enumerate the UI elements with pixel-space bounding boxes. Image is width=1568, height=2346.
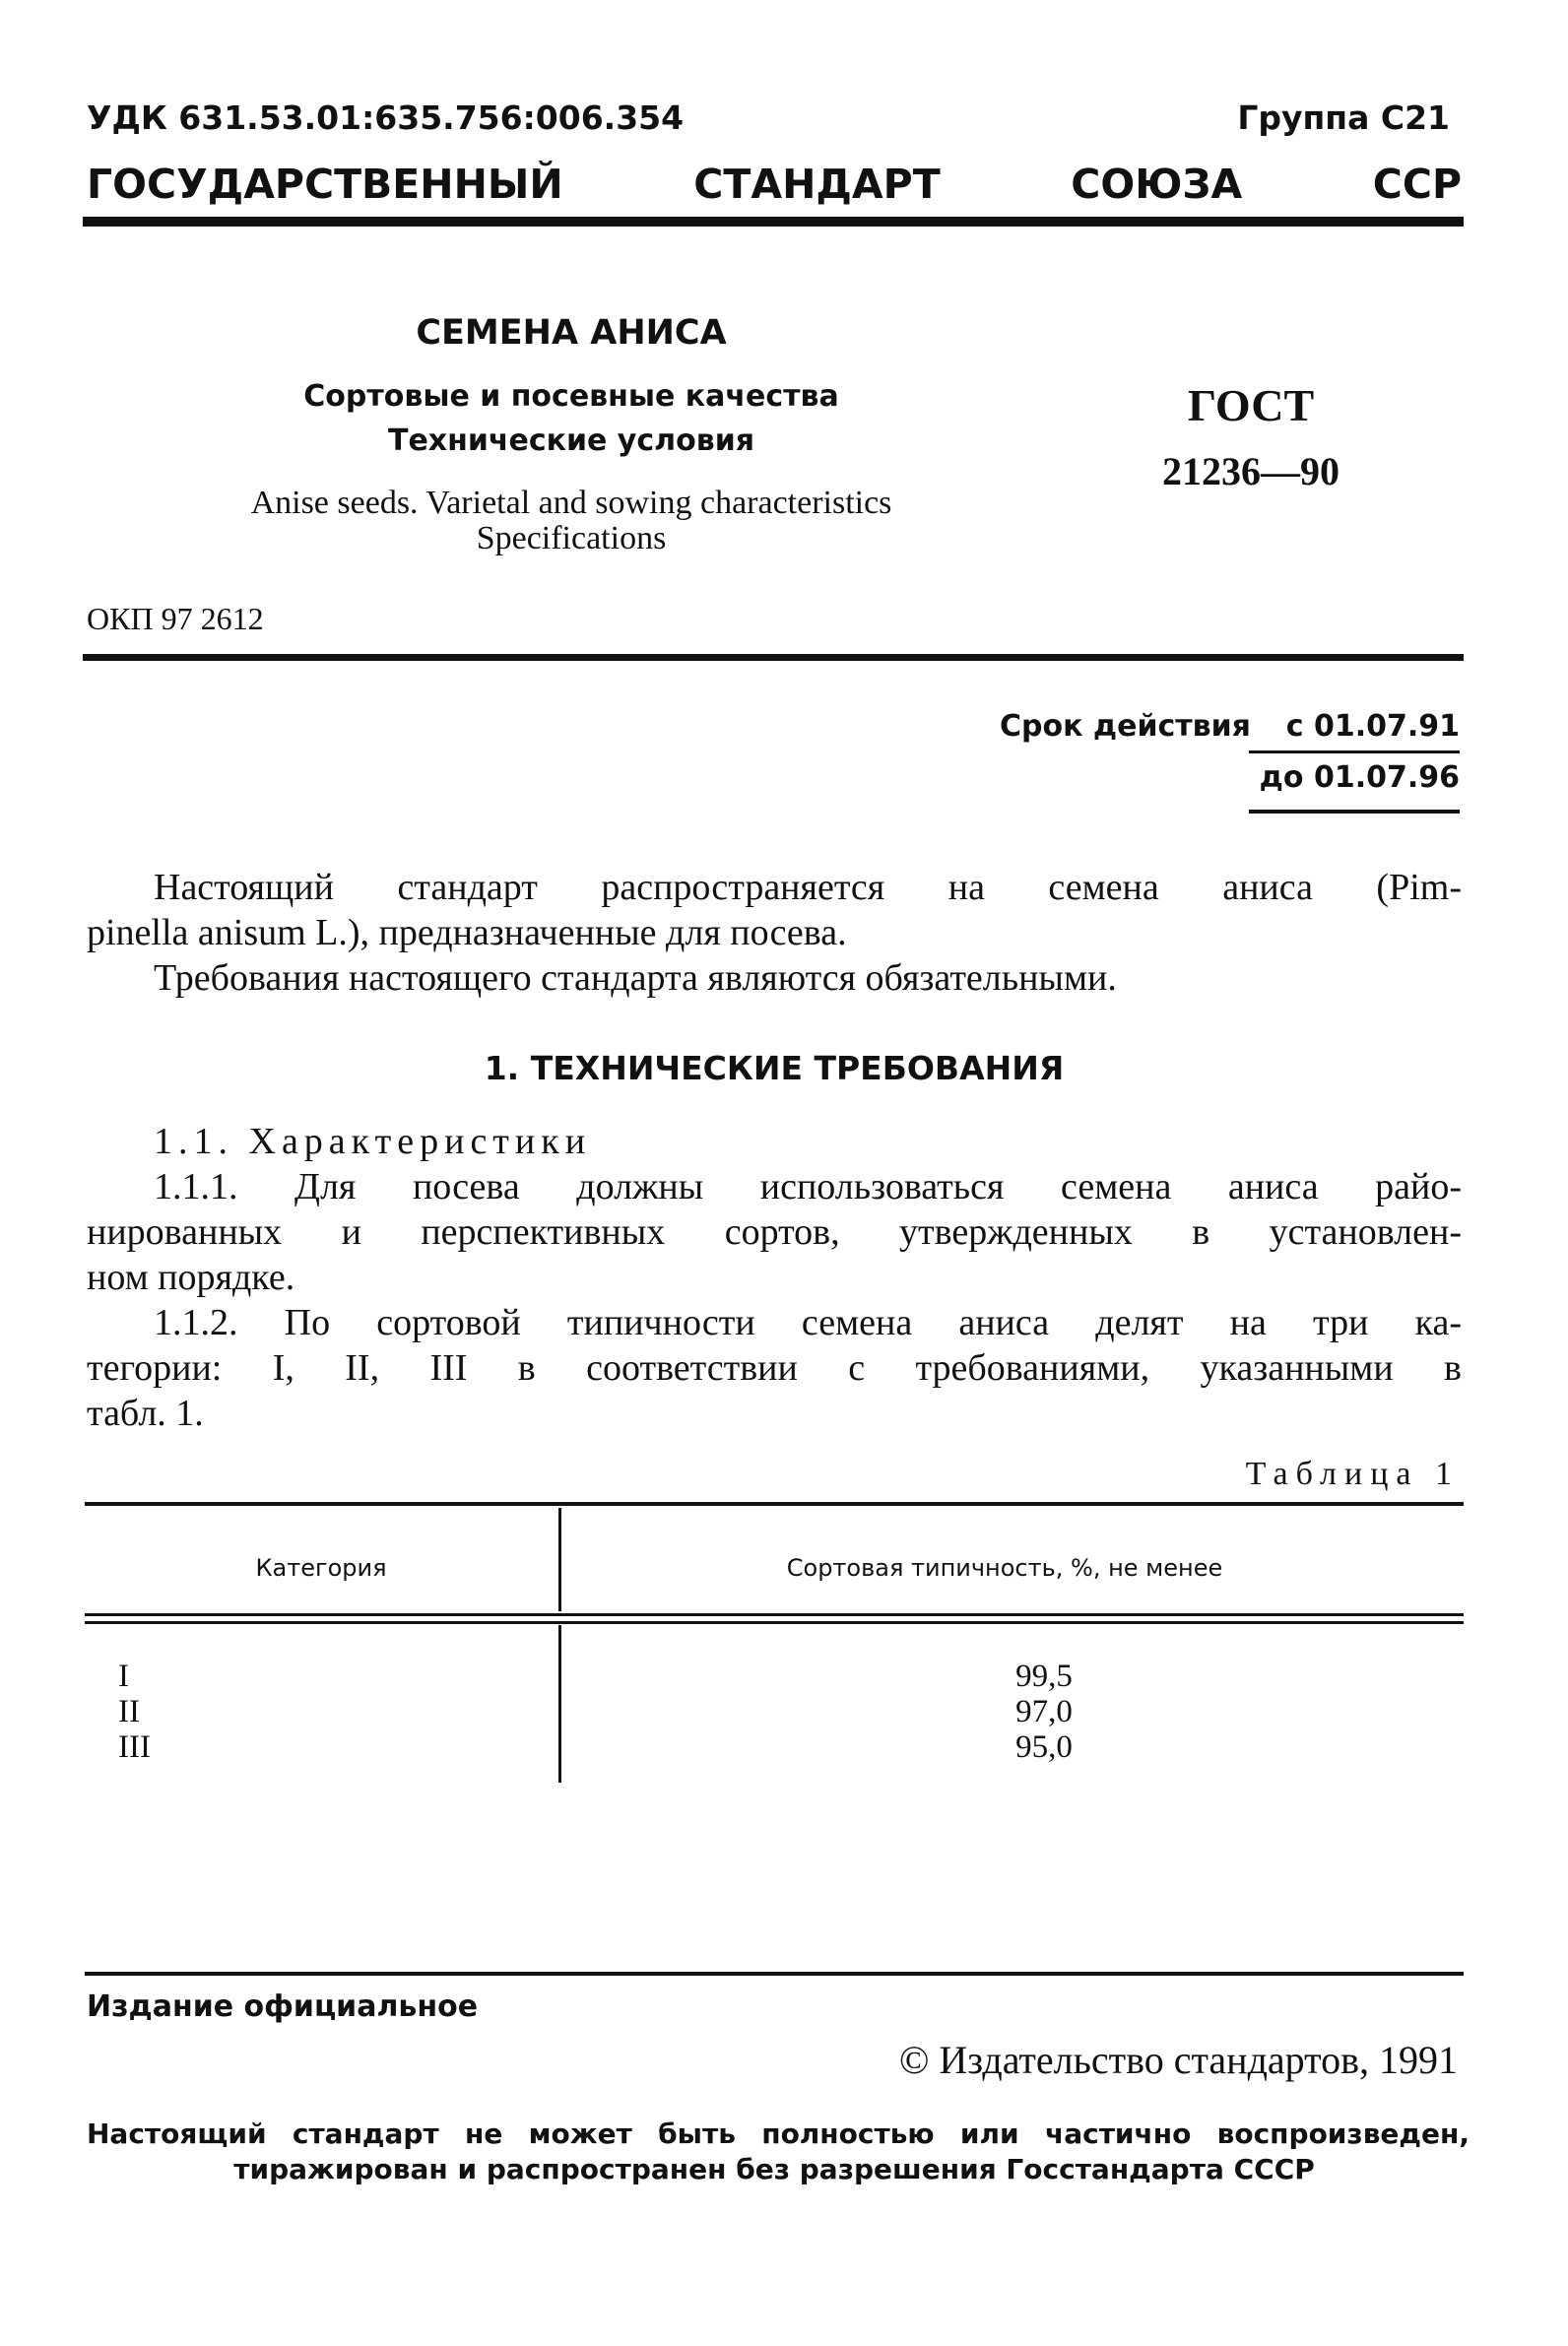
clause-1-1-2-line-3: табл. 1. xyxy=(87,1393,204,1434)
clause-1-1-2-line-1: 1.1.2. По сортовой типичности семена аниса делят на три ка- xyxy=(154,1302,1462,1343)
reproduction-notice-line-2: тиражирован и распространен без разрешения Госстандарта СССР xyxy=(233,2153,1315,2185)
document-title: СЕМЕНА АНИСА xyxy=(416,313,727,353)
intro-line-2: pinella anisum L.), предназначенные для посева. xyxy=(87,912,847,953)
gost-label: ГОСТ xyxy=(1187,380,1315,430)
footer-rule xyxy=(85,1972,1464,1976)
table-header-rule-1 xyxy=(85,1613,1464,1616)
clause-1-1-2-line-2: тегории: I, II, III в соответствии с требованиями, указанными в xyxy=(87,1347,1462,1389)
clause-1-1-1-line-2: нированных и перспективных сортов, утвержденных в установлен- xyxy=(87,1211,1462,1253)
group-code: Группа С21 xyxy=(1237,98,1450,137)
reproduction-notice-line-1: Настоящий стандарт не может быть полностью или частично воспроизведен, xyxy=(87,2118,1470,2150)
clause-1-1-1-line-3: ном порядке. xyxy=(87,1257,295,1298)
document-subtitle-2: Технические условия xyxy=(388,424,754,458)
intro-line-3: Требования настоящего стандарта являются обязательными. xyxy=(154,957,1117,999)
table-row-value: 97,0 xyxy=(1015,1694,1073,1729)
okp-code: ОКП 97 2612 xyxy=(87,601,264,636)
table-row-category: II xyxy=(118,1694,140,1729)
table-column-divider-body xyxy=(558,1625,561,1783)
table-header-category: Категория xyxy=(255,1554,387,1582)
clause-1-1-1-line-1: 1.1.1. Для посева должны использоваться семена аниса райо- xyxy=(154,1166,1462,1207)
table-caption: Таблица 1 xyxy=(1245,1456,1460,1492)
validity-label: Срок действия xyxy=(1000,709,1251,744)
validity-from: с 01.07.91 xyxy=(1285,709,1460,744)
intro-paragraph xyxy=(87,865,1462,1001)
header-rule xyxy=(83,217,1464,227)
english-title-2: Specifications xyxy=(476,520,667,556)
table-row-value: 99,5 xyxy=(1015,1659,1073,1694)
english-title-1: Anise seeds. Varietal and sowing characteristics xyxy=(250,485,892,521)
udk-code: УДК 631.53.01:635.756:006.354 xyxy=(87,98,685,137)
gost-number: 21236—90 xyxy=(1162,449,1339,493)
section-body xyxy=(87,1119,1462,1436)
table-header-rule-2 xyxy=(85,1621,1464,1624)
title-rule xyxy=(83,654,1464,661)
table-header-typicality: Сортовая типичность, %, не менее xyxy=(786,1554,1223,1582)
clause-1-1: 1.1. Характеристики xyxy=(154,1121,592,1162)
validity-rule-1 xyxy=(1249,750,1460,753)
table-row-category: III xyxy=(118,1729,151,1765)
document-subtitle-1: Сортовые и посевные качества xyxy=(303,379,839,414)
validity-rule-2 xyxy=(1249,810,1460,814)
validity-to: до 01.07.96 xyxy=(1259,760,1460,795)
table-row-value: 95,0 xyxy=(1015,1729,1073,1765)
table-row-category: I xyxy=(118,1659,129,1694)
table-top-rule xyxy=(85,1502,1464,1506)
intro-line-1: Настоящий стандарт распространяется на семена аниса (Pim- xyxy=(154,867,1462,908)
copyright-line: © Издательство стандартов, 1991 xyxy=(898,2038,1458,2082)
edition-label: Издание официальное xyxy=(87,1989,479,2024)
section-title: 1. ТЕХНИЧЕСКИЕ ТРЕБОВАНИЯ xyxy=(484,1049,1065,1087)
state-standard-banner: ГОСУДАРСТВЕННЫЙ СТАНДАРТ СОЮЗА ССР xyxy=(87,161,1462,208)
